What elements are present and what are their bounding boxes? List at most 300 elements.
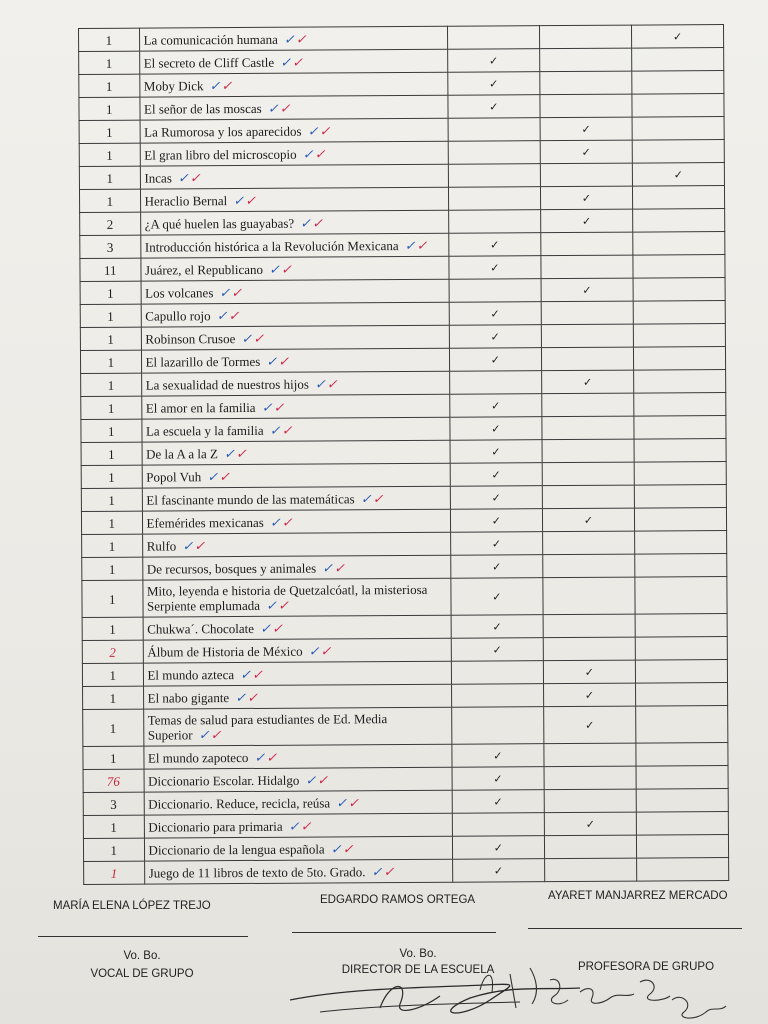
check-mark-icon: ✓ — [493, 772, 503, 786]
title-cell — [144, 859, 452, 884]
book-title: El lazarillo de Tormes — [145, 353, 261, 370]
book-title: Diccionario de la lengua española — [148, 841, 325, 858]
check-mark-icon: ✓ — [583, 513, 594, 527]
book-title: Robinson Crusoe — [145, 330, 236, 347]
red-check-mark: ✓ — [383, 863, 395, 879]
status-column-3-cell — [637, 858, 729, 882]
book-title: Introducción histórica a la Revolución Mexicana — [144, 237, 399, 255]
vobo-label-vocal: Vo. Bo. — [123, 950, 161, 962]
check-mark-icon: ✓ — [492, 590, 502, 604]
status-column-3-cell — [634, 439, 726, 463]
book-title: La comunicación humana — [143, 31, 278, 48]
quantity-cell: 1 — [82, 617, 143, 640]
check-mark-icon: ✓ — [581, 214, 592, 228]
quantity-cell: 1 — [80, 281, 141, 304]
status-column-3-cell — [632, 163, 724, 187]
blue-check-mark: ✓ — [308, 643, 320, 659]
title-cell — [142, 509, 450, 534]
red-check-mark: ✓ — [253, 330, 265, 346]
quantity-cell: 1 — [79, 166, 140, 189]
inventory-table-body — [79, 25, 729, 885]
status-column-1-cell — [452, 813, 544, 837]
blue-check-mark: ✓ — [305, 772, 317, 788]
red-check-mark: ✓ — [271, 620, 283, 636]
table-row — [82, 577, 727, 618]
title-cell — [142, 440, 450, 465]
status-column-2-cell — [540, 48, 632, 72]
status-column-3-cell — [633, 347, 725, 371]
title-cell — [143, 638, 451, 663]
title-cell — [140, 210, 448, 235]
check-mark-icon: ✓ — [584, 665, 595, 679]
quantity-cell: 1 — [83, 815, 144, 838]
book-title: Diccionario. Reduce, recicla, reúsa — [148, 794, 331, 812]
title-cell — [143, 744, 451, 769]
check-mark-icon: ✓ — [673, 168, 684, 182]
quantity-cell: 1 — [81, 396, 142, 419]
status-column-1-cell — [451, 578, 543, 616]
status-column-2-cell — [540, 71, 632, 95]
status-column-3-cell — [636, 706, 728, 744]
title-cell — [143, 615, 451, 640]
title-cell — [142, 532, 450, 557]
red-check-mark: ✓ — [317, 771, 329, 788]
book-title: Heraclio Bernal — [144, 192, 228, 209]
status-column-1-cell — [452, 744, 544, 768]
status-column-3-cell — [633, 301, 725, 325]
quantity-cell: 1 — [82, 580, 143, 617]
handwritten-signature — [280, 960, 740, 1024]
inventory-table — [78, 24, 729, 885]
blue-check-mark: ✓ — [288, 818, 300, 834]
title-cell — [144, 790, 452, 815]
status-column-3-cell — [634, 416, 726, 440]
status-column-1-cell — [449, 279, 541, 303]
red-check-mark: ✓ — [319, 122, 331, 139]
signer-name-director: EDGARDO RAMOS ORTEGA — [320, 894, 476, 906]
status-column-3-cell — [632, 186, 724, 210]
check-mark-icon: ✓ — [490, 261, 500, 275]
book-title: Temas de salud para estudiantes de Ed. Media Superior — [147, 711, 388, 743]
book-title: De la A a la Z — [146, 445, 218, 462]
status-column-3-cell — [632, 48, 724, 72]
book-title: El fascinante mundo de las matemáticas — [146, 490, 355, 508]
title-cell — [141, 371, 449, 396]
title-cell — [141, 302, 449, 327]
title-cell — [143, 661, 451, 686]
red-check-mark: ✓ — [342, 840, 354, 856]
book-title: El amor en la familia — [145, 399, 256, 416]
blue-check-mark: ✓ — [241, 330, 253, 346]
status-column-2-cell — [541, 209, 633, 233]
book-title: Diccionario Escolar. Hidalgo — [148, 772, 300, 789]
blue-check-mark: ✓ — [240, 666, 252, 682]
status-column-2-cell — [540, 117, 632, 141]
book-title: ¿A qué huelen las guayabas? — [144, 215, 295, 232]
status-column-2-cell — [542, 508, 634, 532]
blue-check-mark: ✓ — [207, 468, 219, 484]
quantity-cell: 1 — [83, 746, 144, 769]
signature-line-director — [292, 932, 496, 933]
red-check-mark: ✓ — [372, 490, 384, 506]
status-column-2-cell — [543, 637, 635, 661]
blue-check-mark: ✓ — [209, 77, 221, 93]
blue-check-mark: ✓ — [216, 307, 228, 323]
blue-check-mark: ✓ — [300, 215, 312, 231]
quantity-cell: 1 — [81, 373, 142, 396]
book-title: El señor de las moscas — [143, 100, 262, 117]
status-column-1-cell — [450, 417, 542, 441]
status-column-3-cell — [634, 462, 726, 486]
check-mark-icon: ✓ — [582, 283, 592, 297]
blue-check-mark: ✓ — [269, 422, 281, 438]
quantity-cell: 1 — [79, 51, 140, 74]
red-check-mark: ✓ — [281, 422, 293, 438]
status-column-1-cell — [452, 836, 544, 860]
status-column-2-cell — [542, 393, 634, 417]
quantity-cell: 1 — [81, 511, 142, 534]
title-cell — [142, 486, 450, 511]
status-column-2-cell — [543, 660, 635, 684]
status-column-3-cell — [636, 766, 728, 790]
status-column-2-cell — [544, 812, 636, 836]
check-mark-icon: ✓ — [585, 817, 595, 831]
status-column-2-cell — [544, 743, 636, 767]
check-mark-icon: ✓ — [584, 688, 595, 702]
blue-check-mark: ✓ — [322, 559, 334, 576]
status-column-1-cell — [447, 26, 539, 50]
status-column-1-cell — [451, 684, 543, 708]
quantity-cell: 1 — [81, 465, 142, 488]
status-column-1-cell — [448, 141, 540, 165]
book-title: Capullo rojo — [145, 307, 211, 324]
status-column-2-cell — [544, 766, 636, 790]
book-title: El mundo zapoteco — [147, 749, 249, 766]
quantity-cell: 1 — [81, 419, 142, 442]
signer-name-profesora: AYARET MANJARREZ MERCADO — [548, 890, 728, 902]
status-column-1-cell — [449, 371, 541, 395]
status-column-2-cell — [541, 370, 633, 394]
status-column-2-cell — [540, 186, 632, 210]
status-column-2-cell — [544, 835, 636, 859]
status-column-2-cell — [542, 439, 634, 463]
quantity-cell: 1 — [79, 74, 140, 97]
title-cell — [140, 118, 448, 143]
title-cell — [139, 49, 447, 74]
title-cell — [142, 555, 450, 580]
check-mark-icon: ✓ — [581, 191, 592, 205]
red-check-mark: ✓ — [210, 727, 222, 743]
blue-check-mark: ✓ — [259, 620, 271, 636]
signature-line-vocal — [38, 936, 248, 937]
table-row — [83, 706, 728, 747]
title-cell — [143, 707, 452, 746]
title-cell — [144, 767, 452, 792]
status-column-1-cell — [452, 767, 544, 791]
title-cell — [142, 578, 451, 617]
blue-check-mark: ✓ — [219, 284, 231, 300]
title-cell — [140, 164, 448, 189]
red-check-mark: ✓ — [247, 689, 259, 705]
book-title: El nabo gigante — [147, 689, 230, 706]
blue-check-mark: ✓ — [223, 445, 235, 461]
status-column-3-cell — [635, 554, 727, 578]
check-mark-icon: ✓ — [581, 122, 591, 136]
book-title: Moby Dick — [143, 77, 204, 94]
quantity-cell: 2 — [82, 640, 143, 663]
role-vocal-de-grupo: VOCAL DE GRUPO — [90, 968, 194, 980]
quantity-cell: 1 — [79, 120, 140, 143]
blue-check-mark: ✓ — [330, 840, 342, 856]
red-check-mark: ✓ — [245, 192, 257, 208]
red-check-mark: ✓ — [231, 284, 243, 300]
blue-check-mark: ✓ — [307, 123, 319, 139]
status-column-1-cell — [451, 555, 543, 579]
red-check-mark: ✓ — [348, 794, 359, 810]
quantity-cell: 1 — [80, 350, 141, 373]
quantity-cell: 1 — [79, 97, 140, 120]
title-cell — [140, 233, 448, 258]
check-mark-icon: ✓ — [492, 643, 502, 657]
red-check-mark: ✓ — [281, 514, 293, 530]
blue-check-mark: ✓ — [283, 31, 295, 47]
status-column-1-cell — [450, 394, 542, 418]
status-column-3-cell — [636, 789, 728, 813]
title-cell — [141, 348, 449, 373]
check-mark-icon: ✓ — [491, 422, 501, 436]
blue-check-mark: ✓ — [177, 169, 189, 185]
red-check-mark: ✓ — [300, 818, 312, 834]
book-title: La Rumorosa y los aparecidos — [144, 123, 302, 140]
status-column-1-cell — [449, 348, 541, 372]
blue-check-mark: ✓ — [182, 537, 194, 553]
status-column-1-cell — [451, 661, 543, 685]
status-column-2-cell — [541, 324, 633, 348]
book-title: Rulfo — [146, 537, 177, 554]
red-check-mark: ✓ — [312, 215, 324, 231]
book-title: Efemérides mexicanas — [146, 514, 264, 531]
red-check-mark: ✓ — [235, 445, 247, 461]
red-check-mark: ✓ — [314, 145, 326, 162]
title-cell — [139, 95, 447, 120]
blue-check-mark: ✓ — [235, 689, 247, 705]
quantity-cell: 1 — [81, 442, 142, 465]
title-cell — [144, 836, 452, 861]
status-column-2-cell — [540, 163, 632, 187]
book-title: El mundo azteca — [147, 666, 235, 683]
status-column-2-cell — [543, 577, 635, 615]
blue-check-mark: ✓ — [267, 100, 279, 116]
quantity-cell: 1 — [81, 488, 142, 511]
blue-check-mark: ✓ — [233, 192, 245, 208]
title-cell — [139, 72, 447, 97]
title-cell — [140, 141, 448, 166]
quantity-cell: 3 — [83, 792, 144, 815]
red-check-mark: ✓ — [280, 261, 292, 277]
status-column-2-cell — [539, 25, 631, 49]
book-title: El gran libro del microscopio — [144, 146, 297, 163]
status-column-1-cell — [448, 187, 540, 211]
blue-check-mark: ✓ — [265, 597, 277, 613]
title-cell — [144, 813, 452, 838]
check-mark-icon: ✓ — [491, 491, 501, 505]
red-check-mark: ✓ — [320, 642, 332, 659]
red-check-mark: ✓ — [326, 375, 338, 391]
check-mark-icon: ✓ — [489, 100, 499, 114]
red-check-mark: ✓ — [189, 169, 201, 185]
quantity-cell: 1 — [83, 709, 144, 746]
check-mark-icon: ✓ — [488, 54, 499, 68]
status-column-1-cell — [449, 233, 541, 257]
quantity-cell: 1 — [83, 686, 144, 709]
status-column-3-cell — [633, 324, 725, 348]
quantity-cell: 76 — [83, 769, 144, 792]
blue-check-mark: ✓ — [302, 146, 314, 162]
quantity-cell: 3 — [80, 235, 141, 258]
status-column-1-cell — [448, 118, 540, 142]
quantity-cell: 1 — [82, 557, 143, 580]
status-column-2-cell — [541, 347, 633, 371]
red-check-mark: ✓ — [194, 537, 206, 553]
status-column-3-cell — [632, 140, 724, 164]
book-title: Mito, leyenda e historia de Quetzalcóatl, la misteriosa Serpiente emplumada — [146, 581, 428, 614]
status-column-1-cell — [450, 486, 542, 510]
quantity-cell: 1 — [80, 327, 141, 350]
book-title: Chukwa´. Chocolate — [147, 620, 255, 637]
status-column-1-cell — [449, 302, 541, 326]
blue-check-mark: ✓ — [269, 514, 281, 530]
status-column-3-cell — [632, 71, 724, 95]
blue-check-mark: ✓ — [336, 794, 348, 810]
status-column-3-cell — [634, 393, 726, 417]
status-column-1-cell — [451, 707, 543, 745]
status-column-2-cell — [542, 485, 634, 509]
blue-check-mark: ✓ — [261, 399, 273, 415]
status-column-3-cell — [635, 637, 727, 661]
status-column-1-cell — [448, 164, 540, 188]
role-director-de-la-escuela: DIRECTOR DE LA ESCUELA — [341, 964, 495, 976]
book-title: La escuela y la familia — [145, 422, 264, 439]
status-column-2-cell — [541, 301, 633, 325]
quantity-cell: 1 — [83, 838, 144, 861]
status-column-3-cell — [634, 508, 726, 532]
status-column-2-cell — [542, 531, 634, 555]
blue-check-mark: ✓ — [198, 727, 210, 743]
signature-line-profesora — [528, 928, 742, 929]
status-column-2-cell — [541, 255, 633, 279]
check-mark-icon: ✓ — [490, 353, 501, 367]
book-title: De recursos, bosques y animales — [146, 560, 317, 577]
title-cell — [141, 417, 449, 442]
check-mark-icon: ✓ — [582, 375, 593, 389]
title-cell — [141, 325, 449, 350]
status-column-3-cell — [635, 614, 727, 638]
check-mark-icon: ✓ — [493, 841, 504, 855]
status-column-2-cell — [543, 554, 635, 578]
blue-check-mark: ✓ — [360, 490, 372, 506]
status-column-1-cell — [449, 325, 541, 349]
vobo-label-director: Vo. Bo. — [399, 948, 437, 960]
red-check-mark: ✓ — [333, 559, 345, 575]
book-title: Incas — [144, 169, 172, 186]
quantity-cell: 1 — [79, 28, 140, 51]
status-column-1-cell — [448, 95, 540, 119]
blue-check-mark: ✓ — [314, 375, 326, 392]
title-cell — [140, 187, 448, 212]
status-column-2-cell — [540, 94, 632, 118]
status-column-2-cell — [542, 416, 634, 440]
check-mark-icon: ✓ — [493, 864, 504, 878]
status-column-1-cell — [451, 638, 543, 662]
quantity-cell: 1 — [79, 189, 140, 212]
status-column-2-cell — [544, 706, 636, 744]
red-check-mark: ✓ — [228, 307, 240, 323]
check-mark-icon: ✓ — [491, 445, 501, 459]
check-mark-icon: ✓ — [492, 620, 502, 634]
signer-name-vocal: MARÍA ELENA LÓPEZ TREJO — [53, 900, 211, 912]
book-title: Popol Vuh — [146, 468, 202, 485]
status-column-3-cell — [636, 812, 728, 836]
red-check-mark: ✓ — [219, 468, 231, 484]
status-column-1-cell — [450, 532, 542, 556]
status-column-3-cell — [633, 278, 725, 302]
status-column-3-cell — [634, 485, 726, 509]
status-column-1-cell — [448, 210, 540, 234]
book-title: La sexualidad de nuestros hijos — [145, 376, 309, 393]
status-column-1-cell — [449, 256, 541, 280]
blue-check-mark: ✓ — [266, 353, 278, 369]
status-column-3-cell — [635, 577, 727, 615]
check-mark-icon: ✓ — [489, 77, 499, 91]
check-mark-icon: ✓ — [585, 718, 595, 732]
check-mark-icon: ✓ — [672, 30, 683, 44]
blue-check-mark: ✓ — [404, 237, 416, 253]
quantity-cell: 1 — [79, 143, 140, 166]
quantity-cell: 1 — [82, 663, 143, 686]
title-cell — [143, 684, 451, 709]
quantity-cell: 1 — [80, 304, 141, 327]
status-column-2-cell — [543, 614, 635, 638]
red-check-mark: ✓ — [278, 353, 290, 369]
status-column-1-cell — [450, 509, 542, 533]
status-column-3-cell — [631, 25, 723, 49]
status-column-3-cell — [633, 232, 725, 256]
status-column-2-cell — [543, 683, 635, 707]
red-check-mark: ✓ — [277, 597, 289, 613]
status-column-3-cell — [632, 94, 724, 118]
status-column-2-cell — [544, 858, 636, 882]
status-column-2-cell — [542, 462, 634, 486]
check-mark-icon: ✓ — [493, 749, 503, 763]
red-check-mark: ✓ — [416, 237, 428, 253]
check-mark-icon: ✓ — [493, 795, 503, 809]
title-cell — [141, 279, 449, 304]
blue-check-mark: ✓ — [254, 749, 266, 765]
status-column-2-cell — [541, 278, 633, 302]
check-mark-icon: ✓ — [490, 330, 500, 344]
title-cell — [139, 26, 447, 51]
check-mark-icon: ✓ — [491, 537, 502, 551]
red-check-mark: ✓ — [295, 31, 307, 47]
book-title: Juego de 11 libros de texto de 5to. Grado. — [148, 863, 366, 881]
red-check-mark: ✓ — [266, 749, 278, 765]
table-row — [84, 858, 729, 885]
book-title: Diccionario para primaria — [148, 818, 283, 835]
status-column-3-cell — [635, 683, 727, 707]
check-mark-icon: ✓ — [491, 468, 501, 482]
status-column-1-cell — [450, 440, 542, 464]
check-mark-icon: ✓ — [491, 399, 501, 413]
